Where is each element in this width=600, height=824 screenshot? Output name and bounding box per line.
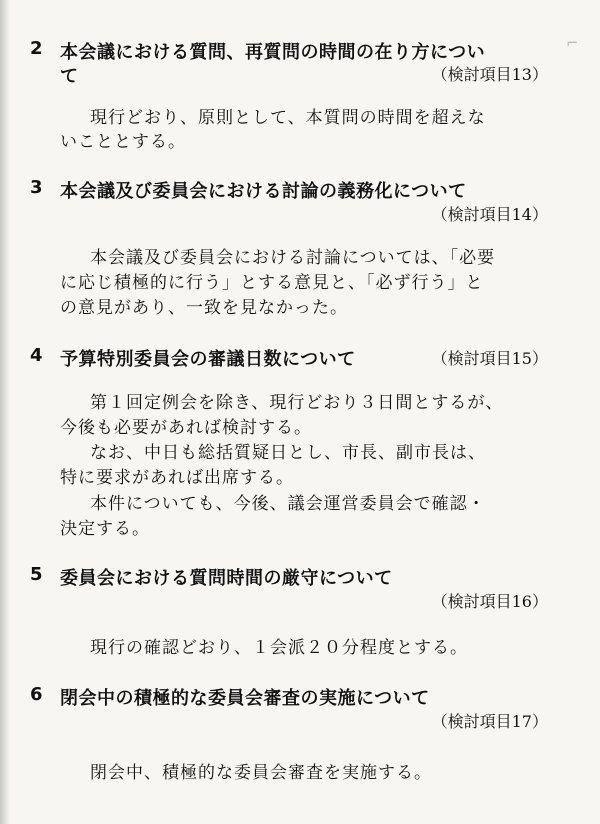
page-edge-shadow [0, 0, 10, 824]
section-6-body-line-1: 閉会中、積極的な委員会審査を実施する。 [90, 763, 432, 783]
section-4-title: 予算特別委員会の審議日数について [60, 349, 356, 370]
section-5-body-line-1: 現行の確認どおり、１会派２０分程度とする。 [90, 638, 468, 658]
section-3-number: 3 [30, 177, 43, 198]
section-3-body-line-2: に応じ積極的に行う」とする意見と、「必ず行う」と [60, 273, 484, 293]
section-3-reference: （検討項目14） [431, 205, 548, 224]
section-6-number: 6 [30, 684, 43, 705]
section-4-body-line-1: 第１回定例会を除き、現行どおり３日間とするが、 [90, 393, 504, 413]
section-2-body-line-1: 現行どおり、原則として、本質問の時間を超えな [90, 108, 486, 128]
section-5-number: 5 [30, 564, 43, 585]
section-5-title: 委員会における質問時間の厳守について [60, 568, 393, 589]
section-2-title: 本会議における質問、再質問の時間の在り方につい [60, 42, 486, 63]
section-2-body-line-2: いこととする。 [60, 132, 186, 152]
section-4-body-line-3: なお、中日も総括質疑日とし、市長、副市長は、 [90, 443, 486, 463]
section-3-body-line-1: 本会議及び委員会における討論については、「必要 [90, 248, 496, 268]
section-6-reference: （検討項目17） [431, 712, 548, 731]
section-6-title: 閉会中の積極的な委員会審査の実施について [60, 688, 430, 709]
section-3-title: 本会議及び委員会における討論の義務化について [60, 181, 467, 202]
section-4-body-line-2: 今後も必要があれば検討する。 [60, 418, 312, 438]
section-2-reference: （検討項目13） [431, 65, 548, 84]
section-2-title-cont: て [60, 66, 78, 87]
section-4-number: 4 [30, 345, 43, 366]
section-4-body-line-5: 本件についても、今後、議会運営委員会で確認・ [90, 494, 486, 514]
bleed-through-mark: ⌐ [566, 34, 579, 52]
section-4-reference: （検討項目15） [431, 349, 548, 368]
section-4-body-line-4: 特に要求があれば出席する。 [60, 468, 294, 488]
section-3-body-line-3: の意見があり、一致を見なかった。 [60, 298, 348, 318]
section-4-body-line-6: 決定する。 [60, 519, 150, 539]
section-2-number: 2 [30, 38, 43, 59]
section-5-reference: （検討項目16） [431, 592, 548, 611]
